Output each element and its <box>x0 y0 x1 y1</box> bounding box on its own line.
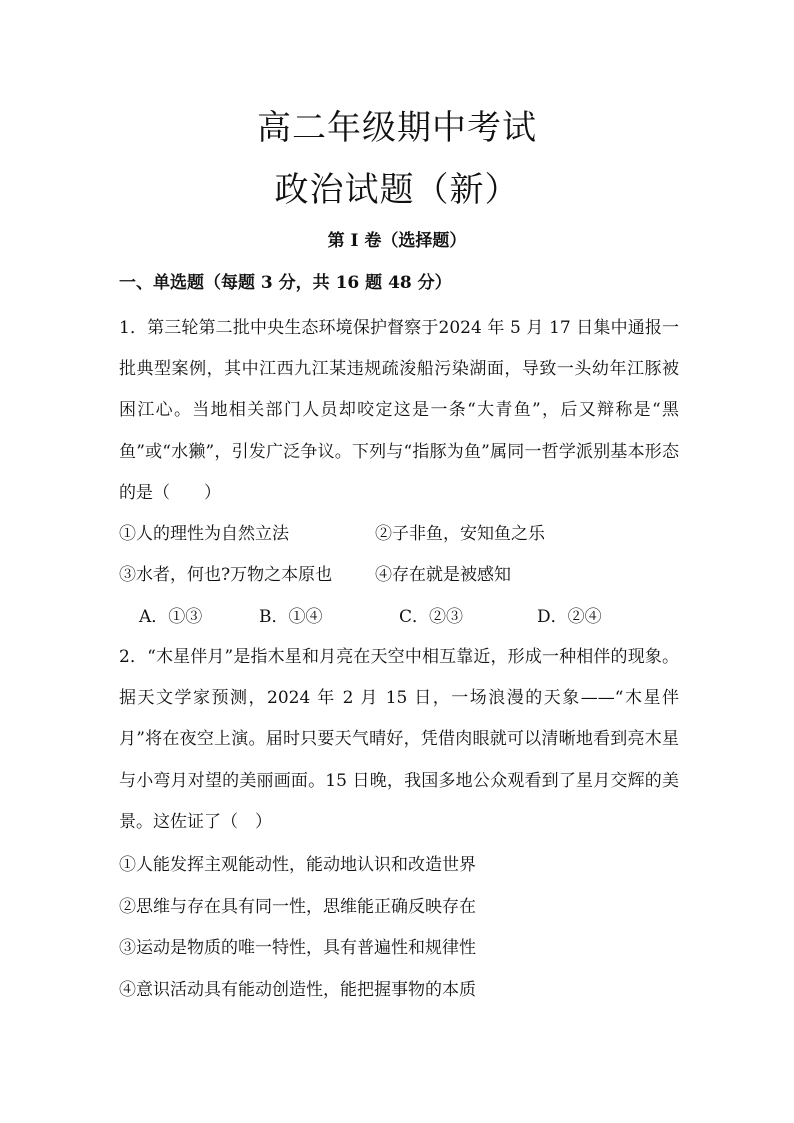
section-heading: 一、单选题（每题 3 分，共 16 题 48 分） <box>119 273 452 293</box>
question-1-option-2: ②子非鱼，安知鱼之乐 <box>375 524 545 544</box>
question-1-stem: 1．第三轮第二批中央生态环境保护督察于2024 年 5 月 17 日集中通报一批典型案例，其中江西九江某违规疏浚船污染湖面，导致一头幼年江豚被困江心。当地相关部门人员却咬定这是一条“大青鱼”，后又辩称是“黑鱼”或“水獭”，引发广泛争议。下列与“指豚为鱼”属同一哲学派别基本形态的是（ ） <box>119 318 679 503</box>
question-2-option-4: ④意识活动具有能动创造性，能把握事物的本质 <box>119 980 476 1000</box>
question-2-option-2: ②思维与存在具有同一性，思维能正确反映存在 <box>119 897 476 917</box>
exam-title: 高二年级期中考试 <box>257 108 537 148</box>
question-1-option-1: ①人的理性为自然立法 <box>119 524 289 544</box>
volume-heading: 第 I 卷（选择题） <box>327 231 467 251</box>
question-2-stem: 2．“木星伴月”是指木星和月亮在天空中相互靠近，形成一种相伴的现象。据天文学家预测，2024 年 2 月 15 日，一场浪漫的天象——“木星伴月”将在夜空上演。届时只要天气晴好，凭借肉眼就可以清晰地看到亮木星与小弯月对望的美丽画面。15 日晚，我国多地公众观看到了星月交辉的美景。这佐证了（ ） <box>119 647 679 832</box>
question-1-choice-a: A．①③ <box>139 607 203 627</box>
question-1-choice-b: B．①④ <box>259 607 323 627</box>
question-1-choice-c: C．②③ <box>399 607 464 627</box>
question-1-choice-d: D．②④ <box>537 607 602 627</box>
question-2-option-3: ③运动是物质的唯一特性，具有普遍性和规律性 <box>119 938 476 958</box>
subject-title: 政治试题（新） <box>274 170 520 210</box>
question-1-option-3: ③水者，何也?万物之本原也 <box>119 565 333 585</box>
question-1-option-4: ④存在就是被感知 <box>375 565 511 585</box>
question-2-option-1: ①人能发挥主观能动性，能动地认识和改造世界 <box>119 855 476 875</box>
